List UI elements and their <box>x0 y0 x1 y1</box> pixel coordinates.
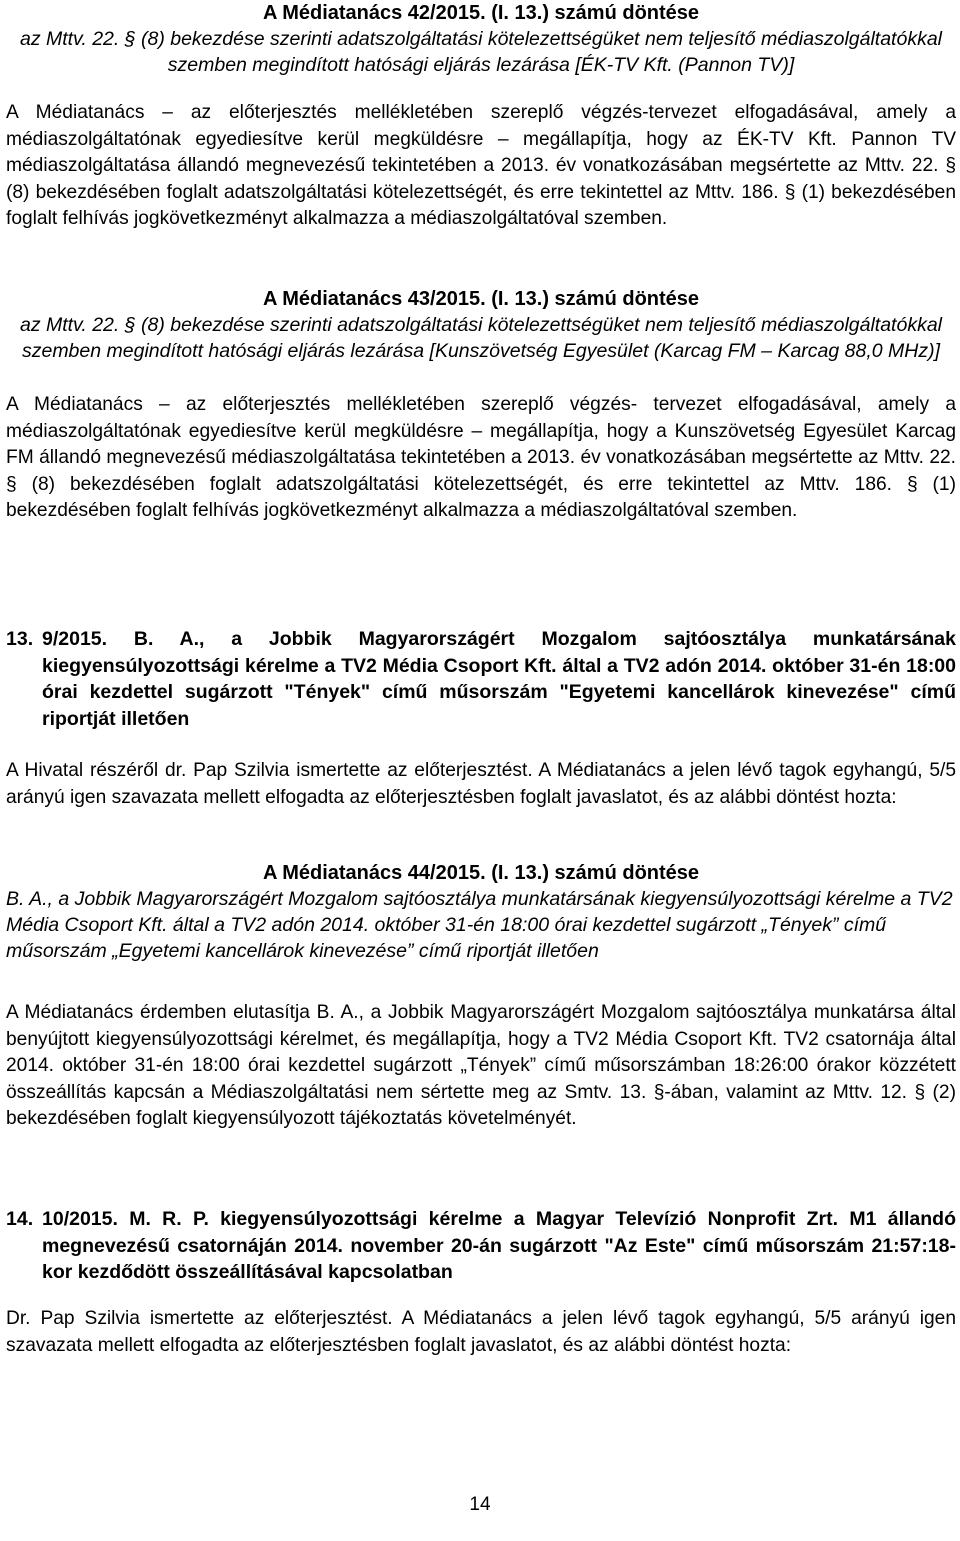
agenda-item-14 <box>6 1206 956 1286</box>
decision-42-subtitle: az Mttv. 22. § (8) bekezdése szerinti adatszolgáltatási kötelezettségüket nem teljesítő médiaszolgáltatókkal szemben megindított hatósági eljárás lezárása [ÉK-TV Kft. (Pannon TV)] <box>19 28 943 76</box>
agenda-item-13-intro: A Hivatal részéről dr. Pap Szilvia ismertette az előterjesztést. A Médiatanács a jelen lévő tagok egyhangú, 5/5 arányú igen szavazata mellett elfogadta az előterjesztésben foglalt javaslatot, és az alábbi döntést hozta: <box>6 760 956 808</box>
decision-44-subtitle: B. A., a Jobbik Magyarországért Mozgalom sajtóosztálya munkatársának kiegyensúlyozottsági kérelme a TV2 Média Csoport Kft. által a TV2 adón 2014. október 31-én 18:00 órai kezdettel sugárzott „Tények” című műsorszám „Egyetemi kancellárok kinevezése” című riportját illetően <box>6 888 953 962</box>
decision-44-body: A Médiatanács érdemben elutasítja B. A., a Jobbik Magyarországért Mozgalom sajtóosztálya munkatársa által benyújtott kiegyensúlyozottsági kérelmet, és megállapítja, hogy a TV2 Média Csoport Kft. TV2 csatornája által 2014. október 31-én 18:00 órai kezdettel sugárzott „Tények” című műsorszámban 18:26:00 órakor közzétett összeállítás kapcsán a Médiaszolgáltatási nem sértette meg az Smtv. 13. §-ában, valamint az Mttv. 12. § (2) bekezdésében foglalt kiegyensúlyozott tájékoztatás követelményét. <box>6 1002 956 1130</box>
decision-43 <box>6 286 956 525</box>
decision-44-title: A Médiatanács 44/2015. (I. 13.) számú döntése <box>262 862 700 884</box>
agenda-item-14-number: 14. <box>6 1208 34 1230</box>
decision-42-title: A Médiatanács 42/2015. (I. 13.) számú döntése <box>262 2 700 24</box>
decision-43-title: A Médiatanács 43/2015. (I. 13.) számú döntése <box>262 288 700 310</box>
decision-44 <box>6 860 956 1133</box>
decision-42-body: A Médiatanács – az előterjesztés mellékletében szereplő végzés-tervezet elfogadásával, amely a médiaszolgáltatónak egyediesítve kerül megküldésre – megállapítja, hogy az ÉK-TV Kft. Pannon TV médiaszolgáltatása állandó megnevezésű tekintetében a 2013. év vonatkozásában megsértette az Mttv. 22. § (8) bekezdésében foglalt adatszolgáltatási kötelezettségét, és erre tekintettel az Mttv. 186. § (1) bekezdésében foglalt felhívás jogkövetkezményt alkalmazza a médiaszolgáltatóval szemben. <box>6 102 956 230</box>
page-number: 14 <box>469 1494 491 1515</box>
agenda-item-13-number: 13. <box>6 628 34 650</box>
decision-43-body: A Médiatanács – az előterjesztés mellékletében szereplő végzés- tervezet elfogadásával, amely a médiaszolgáltatónak egyediesítve kerül megküldésre – megállapítja, hogy a Kunszövetség Egyesület Karcag FM állandó megnevezésű médiaszolgáltatása tekintetében a 2013. év vonatkozásában megsértette az Mttv. 22. § (8) bekezdésében foglalt adatszolgáltatási kötelezettségét, és erre tekintettel az Mttv. 186. § (1) bekezdésében foglalt felhívás jogkövetkezményt alkalmazza a médiaszolgáltatóval szemben. <box>6 394 956 522</box>
decision-43-subtitle: az Mttv. 22. § (8) bekezdése szerinti adatszolgáltatási kötelezettségüket nem teljesítő médiaszolgáltatókkal szemben megindított hatósági eljárás lezárása [Kunszövetség Egyesület (Karcag FM – Karcag 88,0 MHz)] <box>19 314 943 362</box>
agenda-item-14-heading: 10/2015. M. R. P. kiegyensúlyozottsági kérelme a Magyar Televízió Nonprofit Zrt. M1 állandó megnevezésű csatornáján 2014. november 20-án sugárzott "Az Este" című műsorszám 21:57:18-kor kezdődött összeállításával kapcsolatban <box>42 1208 956 1283</box>
decision-42 <box>6 0 956 233</box>
agenda-item-13 <box>6 626 956 732</box>
agenda-item-14-intro: Dr. Pap Szilvia ismertette az előterjesztést. A Médiatanács a jelen lévő tagok egyhangú, 5/5 arányú igen szavazata mellett elfogadta az előterjesztésben foglalt javaslatot, és az alábbi döntést hozta: <box>6 1308 956 1356</box>
agenda-item-13-heading: 9/2015. B. A., a Jobbik Magyarországért Mozgalom sajtóosztálya munkatársának kiegyensúlyozottsági kérelme a TV2 Média Csoport Kft. által a TV2 adón 2014. október 31-én 18:00 órai kezdettel sugárzott "Tények" című műsorszám "Egyetemi kancellárok kinevezése" című riportját illetően <box>42 628 956 730</box>
